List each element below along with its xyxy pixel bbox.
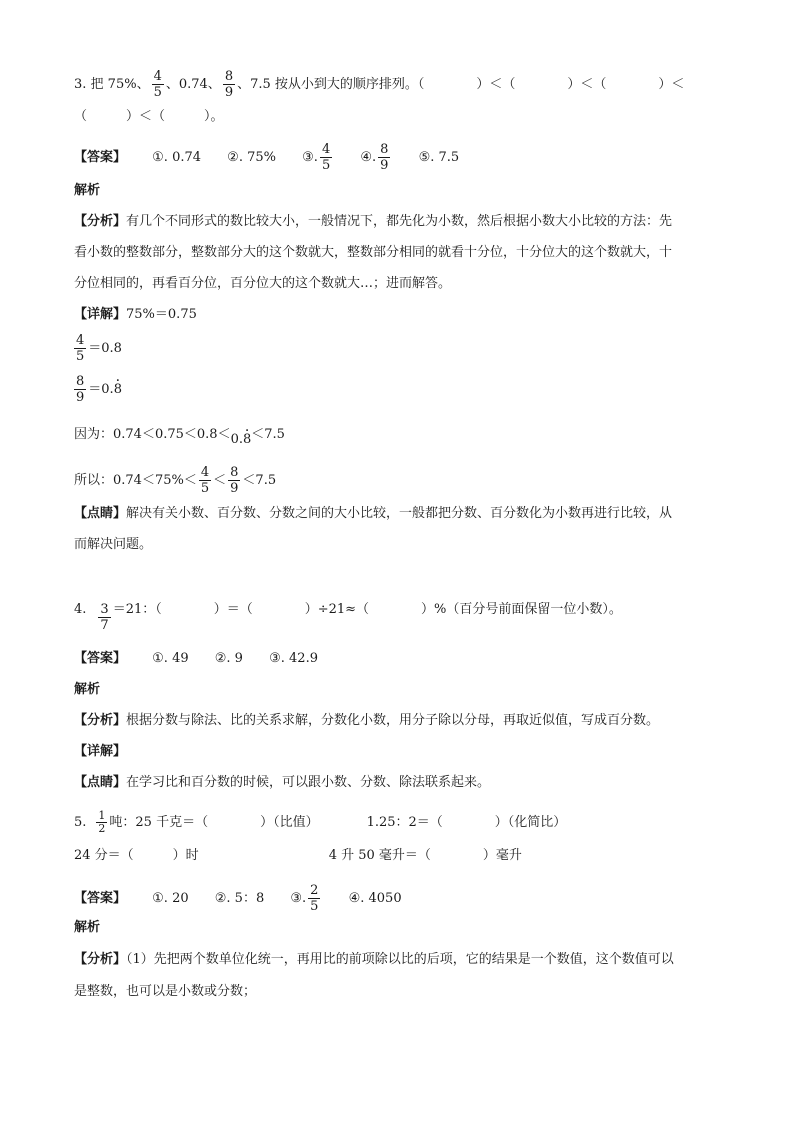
q5-fenxi-line2: 是整数，也可以是小数或分数； xyxy=(74,984,257,999)
q4-jiexi-heading: 解析 xyxy=(74,682,101,697)
q5-answer-row: 【答案】 ①. 20 ②. 5：8 ③. $\frac{2}{5}$ ④. 4050 xyxy=(74,883,402,914)
q5-jiexi-heading: 解析 xyxy=(74,920,101,935)
q3-dianjing-line1: 【点睛】解决有关小数、百分数、分数之间的大小比较，一般都把分数、百分数化为小数再进行比较，从 xyxy=(74,506,673,521)
q3-fraction-8-9: $\frac{8}{9}$ xyxy=(224,69,234,100)
q3-answer-row xyxy=(74,143,459,172)
q3-suoyi-line: 所以：0.74＜75%＜ $\frac{4}{5}$ ＜ $\frac{8}{9}$ ＜7.5 xyxy=(74,465,277,496)
q4-question-line: 4. $\frac{3}{7}$ ＝21：（ ）＝（ ）÷21≈（ ）%（百分号前面保留一位小数）。 xyxy=(74,602,622,633)
q3-answer-4: ④. $\frac{8}{9}$ xyxy=(360,142,389,173)
q5-fenxi-line1: 【分析】（1）先把两个数单位化统一，再用比的前项除以比的后项，它的结果是一个数值，这个数值可以 xyxy=(74,952,674,967)
q4-answer-3: ③. 42.9 xyxy=(269,651,318,666)
q3-answer-3: ③. $\frac{4}{5}$ xyxy=(302,142,331,173)
q5-answer-1: ①. 20 xyxy=(152,891,189,906)
answer-label: 【答案】 xyxy=(74,150,127,165)
q4-fenxi-line: 【分析】根据分数与除法、比的关系求解，分数化小数，用分子除以分母，再取近似值，写成百分数。 xyxy=(74,713,660,728)
q3-fenxi-line3: 分位相同的，再看百分位，百分位大的这个数就大…；进而解答。 xyxy=(74,276,452,291)
q3-text-a: 3. 把 75%、 xyxy=(74,77,150,92)
q3-yinwei-line: 因为：0.74＜0.75＜0.8＜0.8 ·＜7.5 xyxy=(74,426,285,444)
q3-fraction-4-5: $\frac{4}{5}$ xyxy=(153,69,162,100)
q3-answer-1: ①. 0.74 xyxy=(152,150,202,165)
q4-answer-2: ②. 9 xyxy=(214,651,243,666)
q4-answer-row: 【答案】 ①. 49 ②. 9 ③. 42.9 xyxy=(74,651,318,666)
q3-text-c: 、7.5 按从小到大的顺序排列。（ ）＜（ ）＜（ ）＜ xyxy=(237,77,685,92)
q3-text-b: 、0.74、 xyxy=(165,77,221,92)
q3-dianjing-line2: 而解决问题。 xyxy=(74,537,153,552)
q5-question-line2: 24 分＝（ ）时 4 升 50 毫升＝（ ）毫升 xyxy=(74,848,522,863)
q3-question-line2: （ ）＜（ ）。 xyxy=(74,109,224,124)
q3-fenxi-line1: 【分析】有几个不同形式的数比较大小，一般情况下，都先化为小数，然后根据小数大小比较的方法：先 xyxy=(74,214,673,229)
repeating-decimal-dot: 8 · xyxy=(114,381,122,399)
q5-question-line1: 5. $\frac{1}{2}$ 吨：25 千克＝（ ）（比值） 1.25：2＝（ ）（化简比） xyxy=(74,809,567,835)
q5-answer-4: ④. 4050 xyxy=(348,891,402,906)
q3-answer-5: ⑤. 7.5 xyxy=(418,150,460,165)
q5-answer-2: ②. 5：8 xyxy=(214,891,265,906)
q3-xiangjie-line1: 【详解】75%＝0.75 xyxy=(74,307,197,322)
q3-fenxi-line2: 看小数的整数部分，整数部分大的这个数就大，整数部分相同的就看十分位，十分位大的这个数就大，十 xyxy=(74,245,673,260)
q5-answer-3: ③. $\frac{2}{5}$ xyxy=(290,883,319,914)
q3-xiangjie-line2: $\frac{4}{5}$ ＝0.8 xyxy=(76,333,122,364)
q3-jiexi-heading: 解析 xyxy=(74,183,101,198)
q3-xiangjie-line3: $\frac{8}{9}$ ＝0.8 · xyxy=(74,375,122,404)
q3-question-line1 xyxy=(74,70,684,99)
q4-answer-1: ①. 49 xyxy=(152,651,189,666)
q4-dianjing-line: 【点睛】在学习比和百分数的时候，可以跟小数、分数、除法联系起来。 xyxy=(74,775,491,790)
q3-answer-2: ②. 75% xyxy=(227,150,276,165)
q4-xiangjie-heading: 【详解】 xyxy=(74,744,127,759)
